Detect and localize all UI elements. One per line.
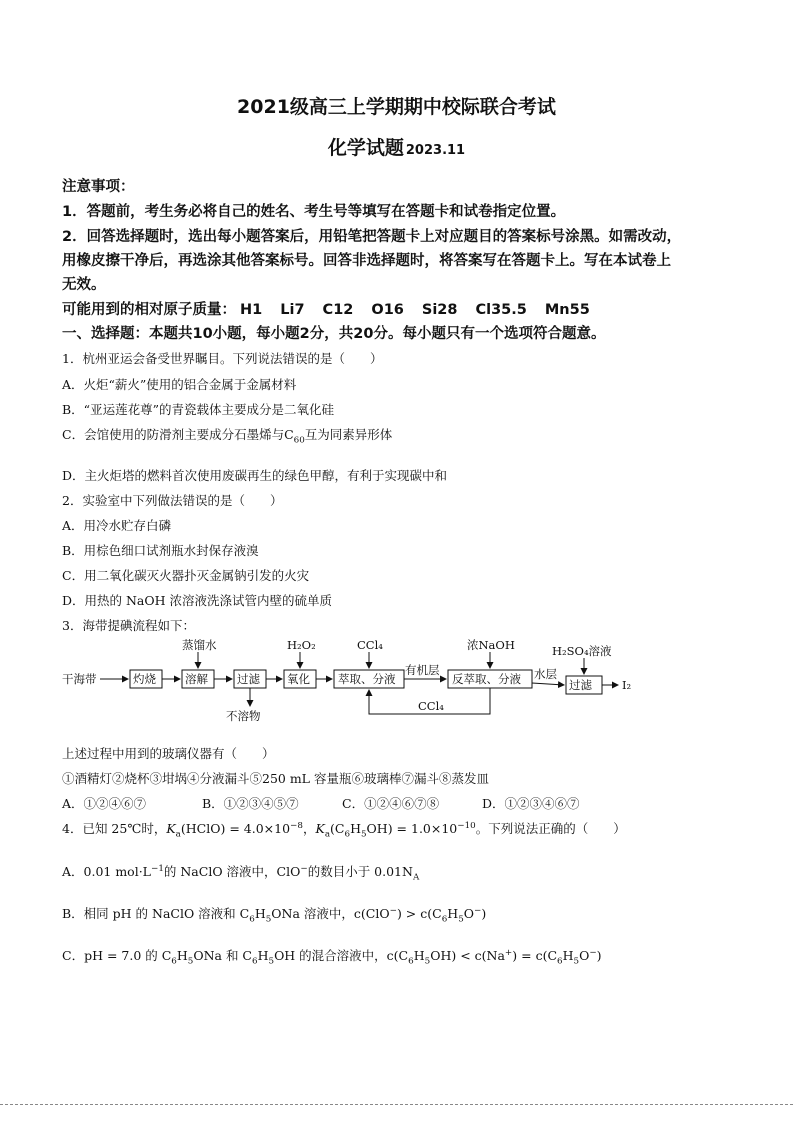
- q1-c-text-end: 互为同素异形体: [304, 427, 393, 442]
- q4-a-ion: −: [300, 863, 308, 874]
- q1-c-subscript: 60: [293, 435, 305, 446]
- q4-c-ion: +: [504, 947, 513, 958]
- atomic-mass-line: [62, 298, 608, 319]
- reagent-ccl4: CCl₄: [357, 638, 383, 652]
- q4-b-s1: 6: [249, 914, 255, 925]
- q4-c-h4: H: [562, 948, 574, 963]
- q4-b-ion2: −: [474, 905, 482, 916]
- page-bottom-divider: [0, 1104, 793, 1105]
- q4-a-end: 的数目小于 0.01N: [307, 864, 413, 879]
- q2-option-b: B．用棕色细口试剂瓶水封保存液溴: [62, 543, 259, 558]
- q4-b-gt: ) > c(C: [396, 906, 442, 921]
- q4-b-h: H: [254, 906, 266, 921]
- atomic-mass-h: H1: [240, 302, 263, 318]
- atomic-mass-cl: Cl35.5: [475, 302, 527, 318]
- q4-ka2-s2: 5: [360, 829, 367, 840]
- q4-c-h3: H: [413, 948, 425, 963]
- atomic-mass-o: O16: [371, 302, 404, 318]
- q4-c-s6: 5: [424, 956, 431, 967]
- q4-stem-text: 4．已知 25℃时，: [62, 821, 167, 836]
- q4-c-s3: 6: [252, 956, 258, 967]
- reagent-water: 蒸馏水: [182, 638, 217, 652]
- label-water-layer: 水层: [534, 667, 557, 681]
- step-extract: 萃取、分液: [338, 672, 396, 686]
- q4-b-h2: H: [447, 906, 459, 921]
- label-organic-layer: 有机层: [405, 663, 440, 677]
- reagent-naoh: 浓NaOH: [467, 638, 515, 652]
- atomic-mass-mn: Mn55: [544, 302, 590, 318]
- q4-ka2-value: OH) = 1.0×10: [366, 821, 458, 836]
- q4-c-mid: ONa 和 C: [193, 948, 252, 963]
- q4-ka2-symbol: K: [315, 821, 325, 836]
- section-1-heading: 一、选择题：本题共10小题，每小题2分，共20分。每小题只有一个选项符合题意。: [62, 326, 606, 342]
- q2-option-d: D．用热的 NaOH 浓溶液洗涤试管内壁的硫单质: [62, 593, 333, 608]
- q2-stem: 2．实验室中下列做法错误的是（ ）: [62, 493, 283, 508]
- q4-c-s2: 5: [187, 956, 194, 967]
- q4-c-h: H: [176, 948, 188, 963]
- q3-option-d: D．①②③④⑥⑦: [482, 796, 580, 811]
- label-recycle-ccl4: CCl₄: [418, 699, 444, 713]
- q4-ka2-expr: (C: [330, 821, 345, 836]
- q4-c-close: ): [596, 948, 602, 963]
- q4-a-exp: −1: [150, 863, 164, 874]
- q4-ka2-mid: H: [350, 821, 361, 836]
- flow-start: 干海带: [62, 672, 97, 686]
- exam-title: 2021级高三上学期期中校际联合考试: [237, 96, 556, 118]
- q4-c-text: C．pH = 7.0 的 C: [62, 948, 172, 963]
- q4-b-end: O: [463, 906, 475, 921]
- q3-option-a: A．①②④⑥⑦: [62, 796, 147, 811]
- atomic-mass-si: Si28: [421, 302, 458, 318]
- q1-c-formula: C: [284, 427, 294, 442]
- exam-subtitle: [0, 133, 793, 160]
- q4-a-sub: A: [412, 872, 420, 883]
- q4-ka1-symbol: K: [166, 821, 176, 836]
- q4-stem: [62, 819, 626, 840]
- q3-option-c: C．①②④⑥⑦⑧: [342, 796, 440, 811]
- subject-title: 化学试题: [327, 137, 404, 159]
- q4-b-ion: −: [389, 905, 397, 916]
- step-burn: 灼烧: [133, 672, 156, 686]
- q4-c-s1: 6: [171, 956, 177, 967]
- q4-b-s3: 6: [441, 914, 448, 925]
- q1-option-d: D．主火炬塔的燃料首次使用废碳再生的绿色甲醇，有利于实现碳中和: [62, 468, 448, 483]
- q4-c-s7: 6: [557, 956, 563, 967]
- q4-a-text: A．0.01 mol·L: [62, 864, 151, 879]
- atomic-mass-c: C12: [322, 302, 354, 318]
- q4-a-mid: 的 NaClO 溶液中，ClO: [163, 864, 301, 879]
- step-dissolve: 溶解: [185, 672, 208, 686]
- q4-option-b: [62, 904, 486, 925]
- q4-option-c: [62, 946, 602, 967]
- q4-ka2-exp: −10: [457, 820, 476, 831]
- reagent-h2so4: H₂SO₄溶液: [552, 644, 612, 658]
- q4-b-text: B．相同 pH 的 NaClO 溶液和 C: [62, 906, 250, 921]
- q4-c-ion2: −: [589, 947, 597, 958]
- q4-c-s4: 5: [268, 956, 275, 967]
- exam-date: 2023.11: [405, 143, 466, 158]
- q4-c-mid3: OH) < c(Na: [430, 948, 505, 963]
- label-insoluble: 不溶物: [226, 709, 261, 723]
- reagent-h2o2: H₂O₂: [287, 638, 316, 652]
- q4-b-close: ): [481, 906, 487, 921]
- step-filter1: 过滤: [237, 672, 260, 686]
- q4-ka1-exp: −8: [290, 820, 303, 831]
- q4-c-s8: 5: [573, 956, 580, 967]
- notice-item-2a: 2．回答选择题时，选出每小题答案后，用铅笔把答题卡上对应题目的答案标号涂黑。如需改动，: [62, 229, 682, 245]
- q4-c-h2: H: [257, 948, 269, 963]
- q4-ka2-sub: a: [324, 829, 331, 840]
- q1-c-text: C．会馆使用的防滑剂主要成分石墨烯与: [62, 427, 285, 442]
- q4-b-mid: ONa 溶液中，c(ClO: [271, 906, 390, 921]
- q4-b-s4: 5: [458, 914, 464, 925]
- q4-option-a: [62, 862, 419, 883]
- atomic-mass-li: Li7: [280, 302, 305, 318]
- notice-item-2c: 无效。: [62, 277, 106, 293]
- q1-option-a: A．火炬“薪火”使用的铝合金属于金属材料: [62, 377, 297, 392]
- step-back-extract: 反萃取、分液: [452, 672, 521, 686]
- flow-product: I₂: [622, 678, 632, 692]
- q4-c-s5: 6: [408, 956, 414, 967]
- q3-stem: 3．海带提碘流程如下：: [62, 618, 195, 633]
- notice-item-2b: 用橡皮擦干净后，再选涂其他答案标号。回答非选择题时，将答案写在答题卡上。写在本试卷上: [62, 253, 671, 269]
- q4-c-mid2: OH 的混合溶液中，c(C: [274, 948, 409, 963]
- q3-question: 上述过程中用到的玻璃仪器有（ ）: [62, 746, 275, 761]
- q4-b-s2: 5: [265, 914, 272, 925]
- notice-item-1: 1．答题前，考生务必将自己的姓名、考生号等填写在答题卡和试卷指定位置。: [62, 204, 566, 220]
- step-filter2: 过滤: [569, 678, 592, 692]
- q3-instrument-list: ①酒精灯②烧杯③坩埚④分液漏斗⑤250 mL 容量瓶⑥玻璃棒⑦漏斗⑧蒸发皿: [62, 771, 489, 786]
- q4-stem-end: 。下列说法正确的（ ）: [475, 821, 626, 836]
- q2-option-a: A．用冷水贮存白磷: [62, 518, 172, 533]
- q4-c-mid4: ) = c(C: [512, 948, 558, 963]
- notice-heading: 注意事项：: [62, 179, 135, 195]
- q4-ka2-s1: 6: [344, 829, 351, 840]
- q3-options: [62, 794, 580, 812]
- q1-option-b: B．“亚运莲花尊”的青瓷载体主要成分是二氧化硅: [62, 402, 334, 417]
- step-oxidize: 氧化: [287, 672, 310, 686]
- atomic-mass-label: 可能用到的相对原子质量：: [62, 302, 236, 318]
- q1-stem: 1．杭州亚运会备受世界瞩目。下列说法错误的是（ ）: [62, 351, 383, 366]
- q4-ka1-value: (HClO) = 4.0×10: [180, 821, 291, 836]
- q2-option-c: C．用二氧化碳灭火器扑灭金属钠引发的火灾: [62, 568, 310, 583]
- q4-ka1-sub: a: [175, 829, 181, 840]
- q1-option-c: [62, 425, 392, 446]
- q4-c-end: O: [579, 948, 590, 963]
- q3-option-b: B．①②③④⑤⑦: [202, 796, 299, 811]
- q4-sep: ，: [302, 821, 316, 836]
- kelp-iodine-flowchart: [62, 636, 662, 728]
